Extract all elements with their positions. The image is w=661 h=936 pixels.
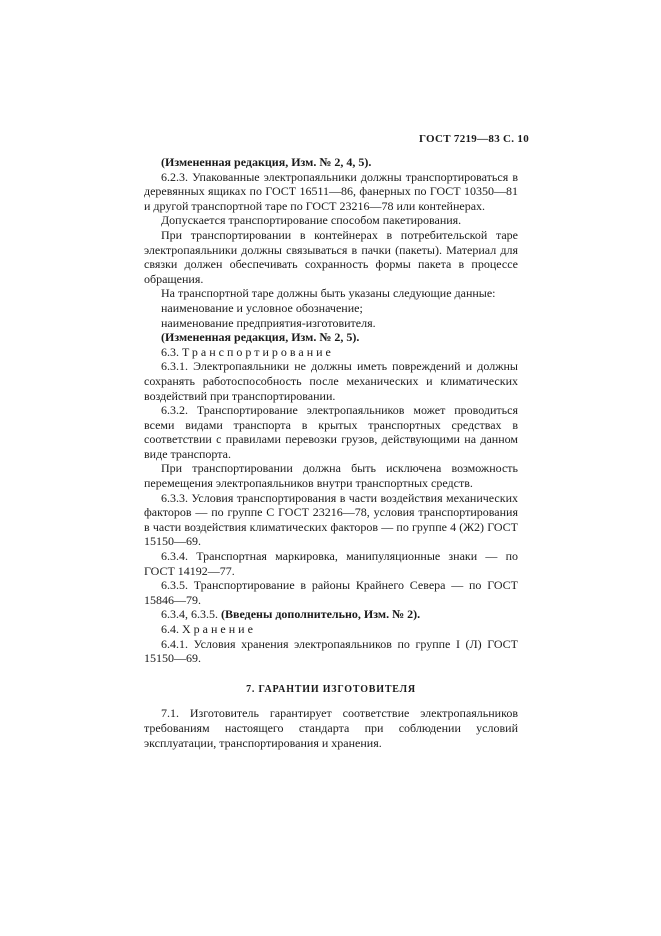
amendment-note: (Измененная редакция, Изм. № 2, 5). (161, 330, 360, 345)
section-title-7: 7. ГАРАНТИИ ИЗГОТОВИТЕЛЯ (246, 683, 416, 695)
paragraph-6-3-3: 6.3.3. Условия транспортирования в части воздействия механических факторов — по группе С ГОСТ 23216—78, условия транспортирования в части воздействия климатических факторов — по группе 4 (Ж2) ГОСТ 15150—69. (144, 490, 518, 549)
page-header: ГОСТ 7219—83 С. 10 (418, 133, 529, 145)
amendment-note-added (144, 607, 518, 622)
paragraph-marking-item-designation: наименование и условное обозначение; (161, 300, 363, 315)
subsection-number: 6.3. (161, 344, 179, 359)
amendment-reference: 6.3.4, 6.3.5. (161, 607, 218, 622)
paragraph-movement-exclusion: При транспортировании должна быть исключена возможность перемещения электропаяльников внутри транспортных средств. (144, 461, 518, 491)
paragraph-6-4-1: 6.4.1. Условия хранения электропаяльников по группе I (Л) ГОСТ 15150—69. (144, 636, 518, 666)
paragraph-6-3-5: 6.3.5. Транспортирование в районы Крайнего Севера — по ГОСТ 15846—79. (144, 578, 518, 607)
subsection-number: 6.4. (161, 622, 179, 636)
subsection-title: Хранение (182, 622, 256, 636)
subsection-heading-6-4 (144, 622, 518, 637)
amendment-note: (Измененная редакция, Изм. № 2, 4, 5). (161, 155, 372, 169)
subsection-heading-6-3 (144, 345, 518, 360)
paragraph-marking-data: На транспортной таре должны быть указаны следующие данные: (161, 286, 496, 301)
subsection-title: Транспортирование (182, 344, 334, 359)
paragraph-6-3-4: 6.3.4. Транспортная маркировка, манипуляционные знаки — по ГОСТ 14192—77. (144, 549, 518, 578)
document-body (144, 155, 518, 750)
paragraph-container-bundling: При транспортировании в контейнерах в потребительской таре электропаяльники должны связываться в пачки (пакеты). Материал для связки должен обеспечивать сохранность формы пакета в процессе обращения. (144, 227, 518, 286)
paragraph-7-1: 7.1. Изготовитель гарантирует соответствие электропаяльников требованиям настоящего стандарта при соблюдении условий эксплуатации, транспортирования и хранения. (144, 706, 518, 750)
paragraph-6-3-2: 6.3.2. Транспортирование электропаяльников может проводиться всеми видами транспорта в крытых транспортных средствах в соответствии с правилами перевозки грузов, действующими на данном виде транспорта. (144, 403, 518, 461)
paragraph-6-3-1: 6.3.1. Электропаяльники не должны иметь повреждений и должны сохранять работоспособность после механических и климатических воздействий при транспортировании. (144, 359, 518, 403)
paragraph-6-2-3: 6.2.3. Упакованные электропаяльники должны транспортироваться в деревянных ящиках по ГОСТ 16511—86, фанерных по ГОСТ 10350—81 и другой транспортной таре по ГОСТ 23216—78 или контейнерах. (144, 169, 518, 213)
paragraph-marking-item-manufacturer: наименование предприятия-изготовителя. (161, 315, 376, 330)
amendment-text: (Введены дополнительно, Изм. № 2). (221, 607, 421, 622)
paragraph-packaging-method: Допускается транспортирование способом пакетирования. (161, 213, 462, 228)
